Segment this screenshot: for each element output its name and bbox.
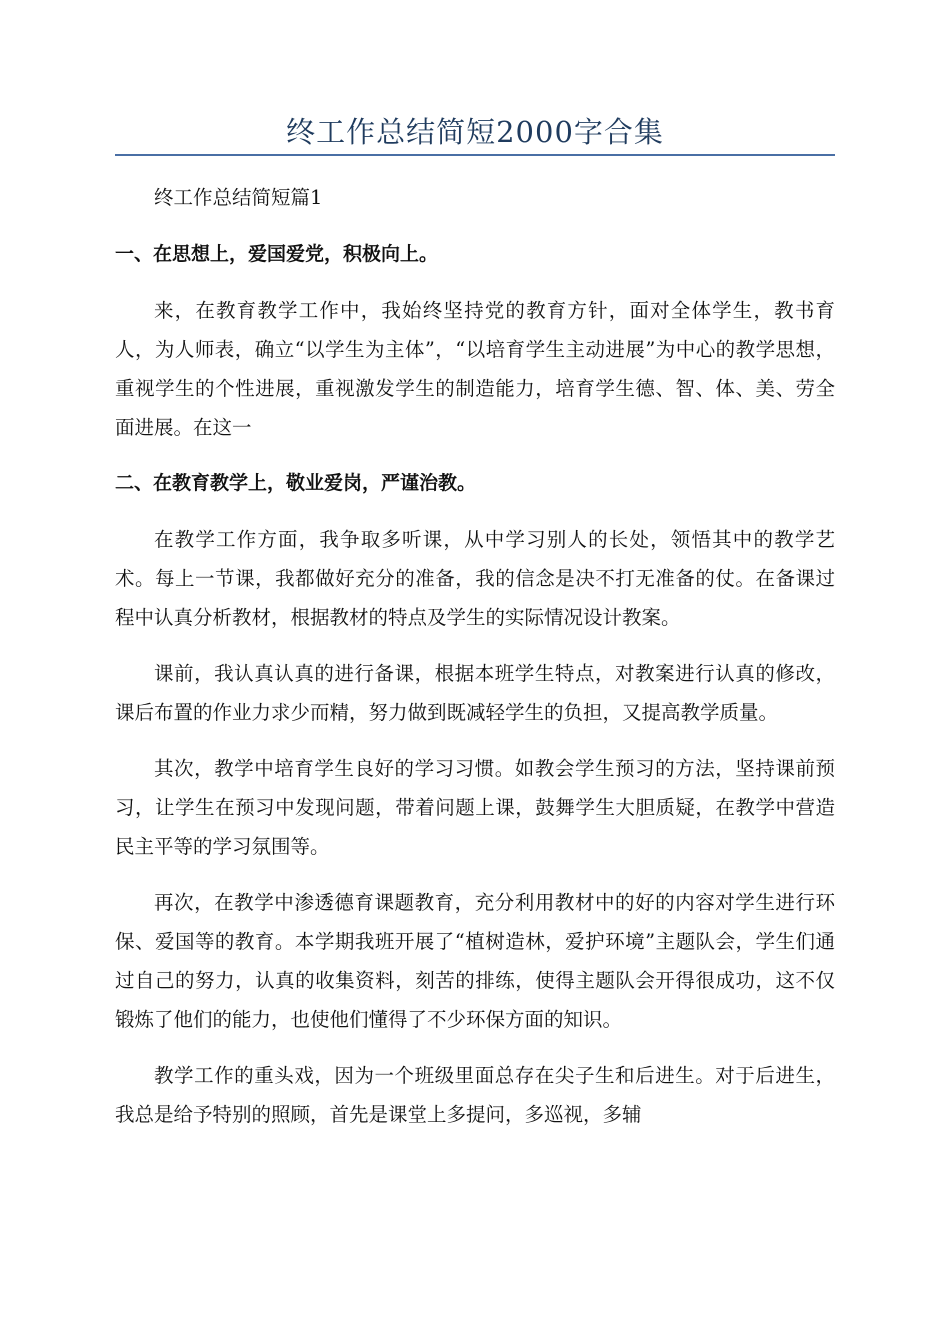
paragraph-3: 课前，我认真认真的进行备课，根据本班学生特点，对教案进行认真的修改，课后布置的作业力求少而精，努力做到既减轻学生的负担，又提高教学质量。 [115,662,835,724]
paragraph-2: 在教学工作方面，我争取多听课，从中学习别人的长处，领悟其中的教学艺术。每上一节课，我都做好充分的准备，我的信念是决不打无准备的仗。在备课过程中认真分析教材，根据教材的特点及学生的实际情况设计教案。 [115,528,835,629]
heading-2: 二、在教育教学上，敬业爱岗，严谨治教。 [115,472,477,494]
paragraph-6: 教学工作的重头戏，因为一个班级里面总存在尖子生和后进生。对于后进生，我总是给予特别的照顾，首先是课堂上多提问，多巡视，多辅 [115,1064,835,1126]
document-body [115,178,835,1151]
section-subtitle: 终工作总结简短篇1 [154,186,323,209]
title-underline [115,154,835,156]
paragraph-1: 来，在教育教学工作中，我始终坚持党的教育方针，面对全体学生，教书育人，为人师表，确立“以学生为主体”，“以培育学生主动进展”为中心的教学思想，重视学生的个性进展，重视激发学生的制造能力，培育学生德、智、体、美、劳全面进展。在这一 [115,299,835,439]
heading-1: 一、在思想上，爱国爱党，积极向上。 [115,243,439,265]
document-title: 终工作总结简短2000字合集 [286,115,664,149]
paragraph-4: 其次，教学中培育学生良好的学习习惯。如教会学生预习的方法，坚持课前预习，让学生在预习中发现问题，带着问题上课，鼓舞学生大胆质疑，在教学中营造民主平等的学习氛围等。 [115,757,835,858]
paragraph-5: 再次，在教学中渗透德育课题教育，充分利用教材中的好的内容对学生进行环保、爱国等的教育。本学期我班开展了“植树造林，爱护环境”主题队会，学生们通过自己的努力，认真的收集资料，刻苦的排练，使得主题队会开得很成功，这不仅锻炼了他们的能力，也使他们懂得了不少环保方面的知识。 [115,891,835,1031]
